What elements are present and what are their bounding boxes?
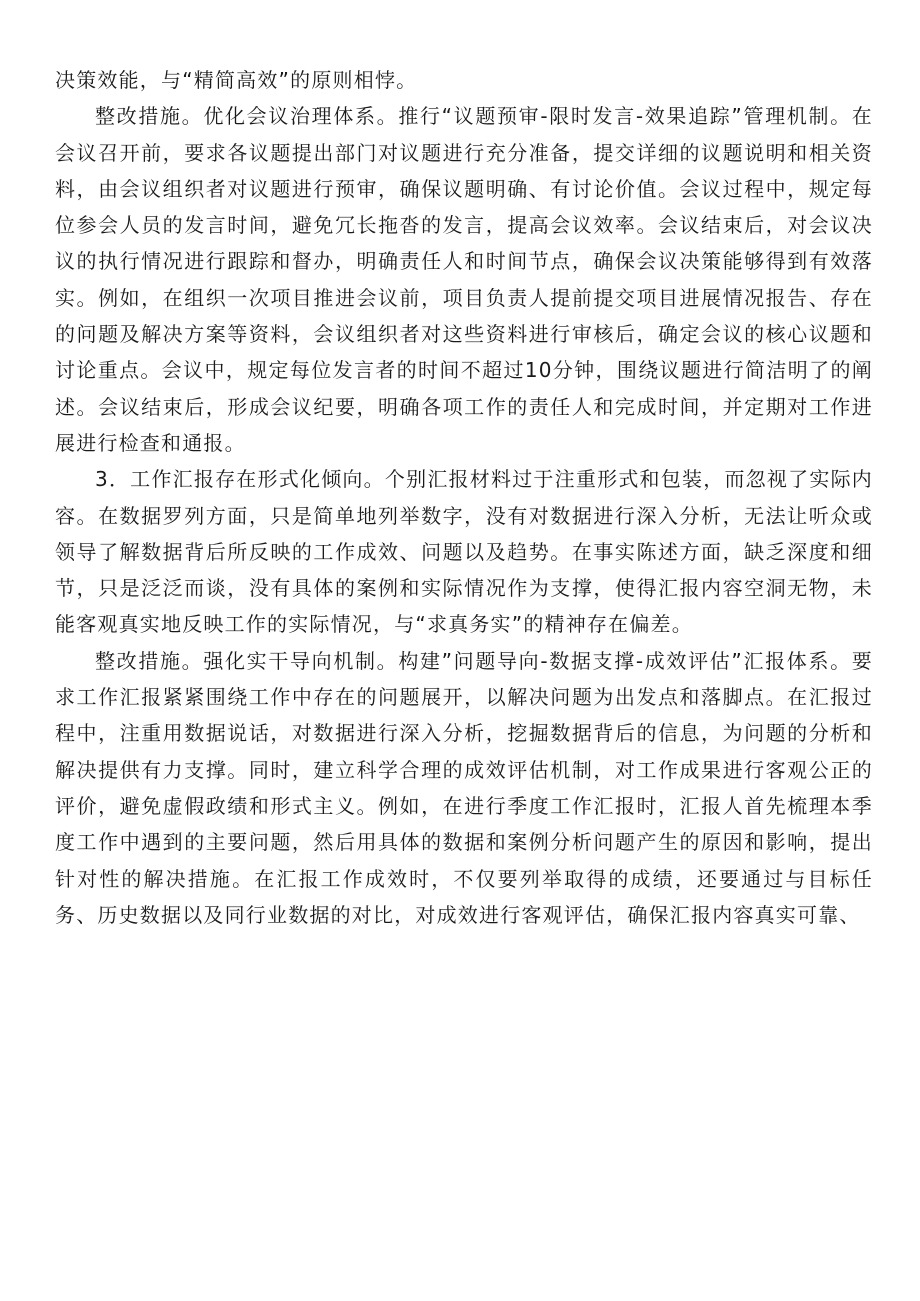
paragraph-issue-3-reporting: 3．工作汇报存在形式化倾向。个别汇报材料过于注重形式和包装，而忽视了实际内容。在数据罗列方面，只是简单地列举数字，没有对数据进行深入分析，无法让听众或领导了解数据背后所反映的工作成效、问题以及趋势。在事实陈述方面，缺乏深度和细节，只是泛泛而谈，没有具体的案例和实际情况作为支撑，使得汇报内容空洞无物，未能客观真实地反映工作的实际情况，与“求真务实”的精神存在偏差。	[55, 467, 873, 637]
paragraph-rectification-meetings: 整改措施。优化会议治理体系。推行“议题预审-限时发言-效果追踪”管理机制。在会议召开前，要求各议题提出部门对议题进行充分准备，提交详细的议题说明和相关资料，由会议组织者对议题进行预审，确保议题明确、有讨论价值。会议过程中，规定每位参会人员的发言时间，避免冗长拖沓的发言，提高会议效率。会议结束后，对会议决议的执行情况进行跟踪和督办，明确责任人和时间节点，确保会议决策能够得到有效落实。例如，在组织一次项目推进会议前，项目负责人提前提交项目进展情况报告、存在的问题及解决方案等资料，会议组织者对这些资料进行审核后，确定会议的核心议题和讨论重点。会议中，规定每位发言者的时间不超过10分钟，围绕议题进行简洁明了的阐述。会议结束后，形成会议纪要，明确各项工作的责任人和完成时间，并定期对工作进展进行检查和通报。	[55, 104, 873, 455]
document-body	[55, 62, 873, 933]
paragraph-rectification-reporting: 整改措施。强化实干导向机制。构建”问题导向-数据支撑-成效评估”汇报体系。要求工作汇报紧紧围绕工作中存在的问题展开，以解决问题为出发点和落脚点。在汇报过程中，注重用数据说话，对数据进行深入分析，挖掘数据背后的信息，为问题的分析和解决提供有力支撑。同时，建立科学合理的成效评估机制，对工作成果进行客观公正的评价，避免虚假政绩和形式主义。例如，在进行季度工作汇报时，汇报人首先梳理本季度工作中遇到的主要问题，然后用具体的数据和案例分析问题产生的原因和影响，提出针对性的解决措施。在汇报工作成效时，不仅要列举取得的成绩，还要通过与目标任务、历史数据以及同行业数据的对比，对成效进行客观评估，确保汇报内容真实可靠、	[55, 648, 873, 927]
paragraph-continuation: 决策效能，与“精简高效”的原则相悖。	[55, 68, 418, 92]
